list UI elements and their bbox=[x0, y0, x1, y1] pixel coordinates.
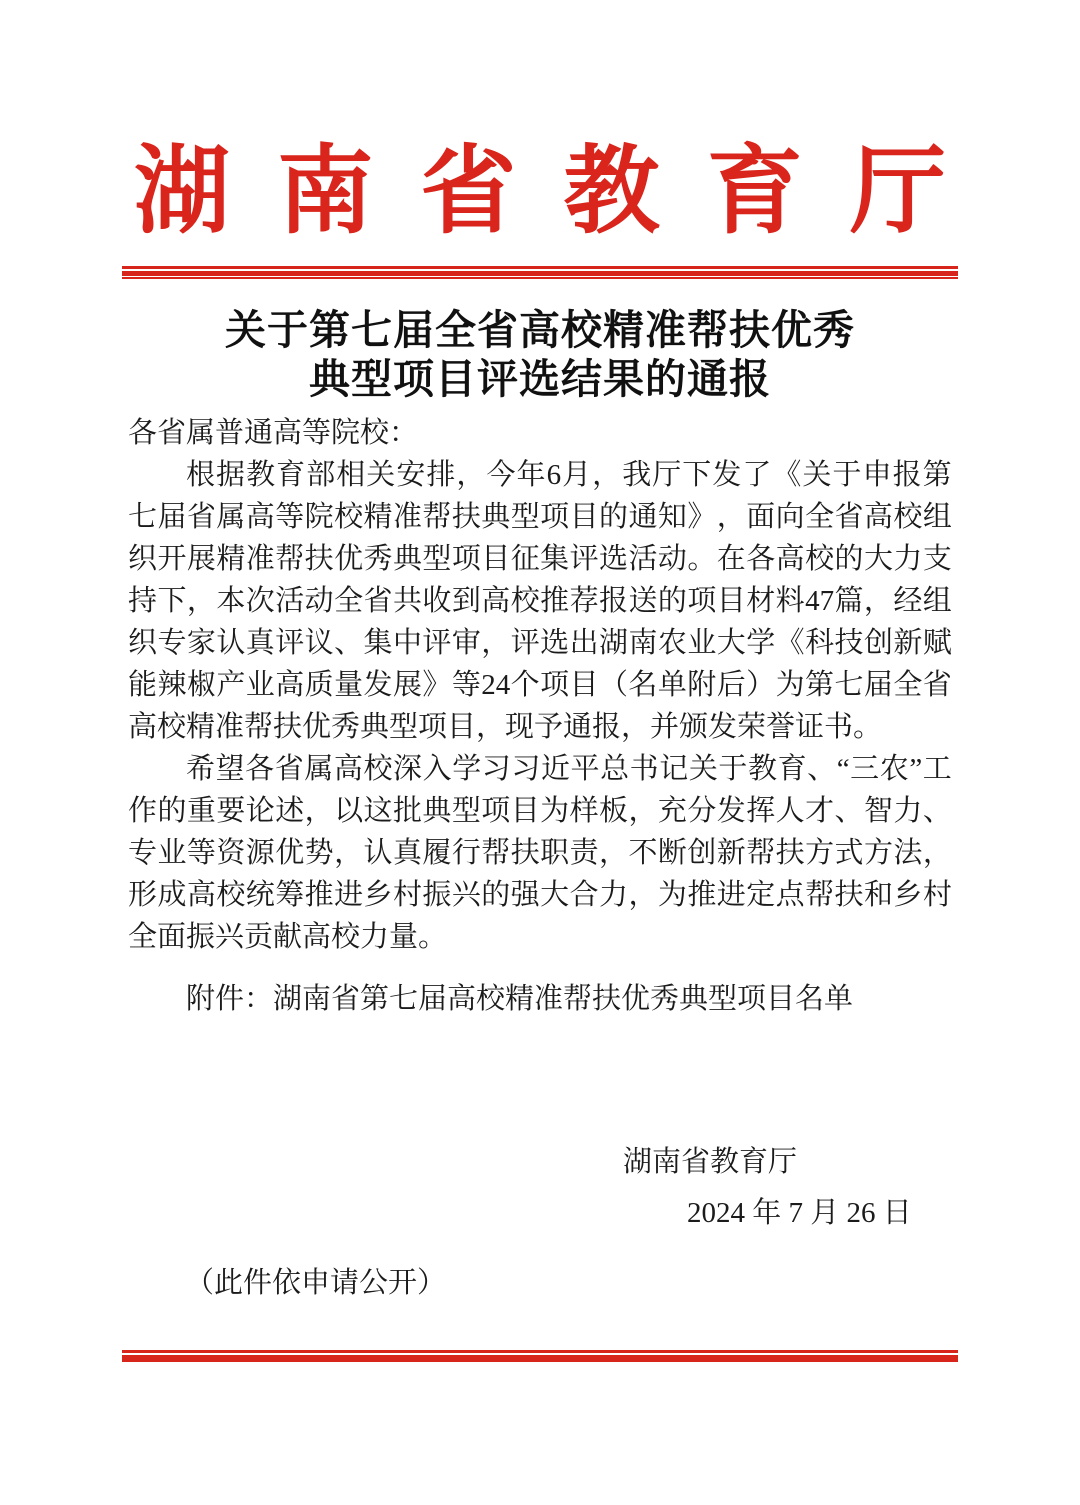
bottom-divider bbox=[122, 1350, 958, 1362]
body-line: 能 辣 椒 产 业 高 质 量 发 展 》 等 24 个 项 目 （ 名 单 附 后 ） 为 第 七 届 全 省 bbox=[128, 669, 952, 701]
notice-title-line1: 关于第七届全省高校精准帮扶优秀 bbox=[225, 307, 855, 353]
body-line: 七 届 省 属 高 等 院 校 精 准 帮 扶 典 型 项 目 的 通 知 》 ， 面 向 全 省 高 校 组 bbox=[128, 501, 952, 533]
body-line: 全面振兴贡献高校力量。 bbox=[128, 921, 448, 953]
attachment-line: 附件：湖南省第七届高校精准帮扶优秀典型项目名单 bbox=[186, 983, 854, 1015]
notice-body bbox=[128, 412, 952, 1020]
notice-title bbox=[0, 306, 1080, 404]
body-line: 持 下 ， 本 次 活 动 全 省 共 收 到 高 校 推 荐 报 送 的 项 目 材 料 47 篇 ， 经 组 bbox=[128, 585, 952, 617]
body-line: 形 成 高 校 统 筹 推 进 乡 村 振 兴 的 强 大 合 力 ， 为 推 进 定 点 帮 扶 和 乡 村 bbox=[128, 879, 952, 911]
notice-title-line2: 典型项目评选结果的通报 bbox=[309, 356, 771, 402]
body-line: 织 开 展 精 准 帮 扶 优 秀 典 型 项 目 征 集 评 选 活 动 。 在 各 高 校 的 大 力 支 bbox=[128, 543, 952, 575]
body-line: 作 的 重 要 论 述 ， 以 这 批 典 型 项 目 为 样 板 ， 充 分 发 挥 人 才 、 智 力 、 bbox=[128, 795, 952, 827]
signature-agency: 湖南省教育厅 bbox=[623, 1146, 798, 1178]
body-line: 织 专 家 认 真 评 议 、 集 中 评 审 ， 评 选 出 湖 南 农 业 大 学 《 科 技 创 新 赋 bbox=[128, 627, 952, 659]
salutation: 各省属普通高等院校： bbox=[128, 417, 419, 449]
letterhead-divider bbox=[122, 266, 958, 279]
letterhead-agency-name: 湖 南 省 教 育 厅 bbox=[134, 138, 946, 245]
body-line: 根 据 教 育 部 相 关 安 排 ， 今 年 6 月 ， 我 厅 下 发 了 《 关 于 申 报 第 bbox=[186, 459, 952, 491]
body-line: 专 业 等 资 源 优 势 ， 认 真 履 行 帮 扶 职 责 ， 不 断 创 新 帮 扶 方 式 方 法 ， bbox=[128, 837, 952, 869]
body-line: 希 望 各 省 属 高 校 深 入 学 习 习 近 平 总 书 记 关 于 教 育 、 “ 三 农 ” 工 bbox=[186, 753, 952, 785]
signature-date: 2024 年 7 月 26 日 bbox=[687, 1197, 912, 1229]
body-line: 高校精准帮扶优秀典型项目，现予通报，并颁发荣誉证书。 bbox=[128, 711, 883, 743]
disclosure-note: （此件依申请公开） bbox=[185, 1267, 447, 1299]
